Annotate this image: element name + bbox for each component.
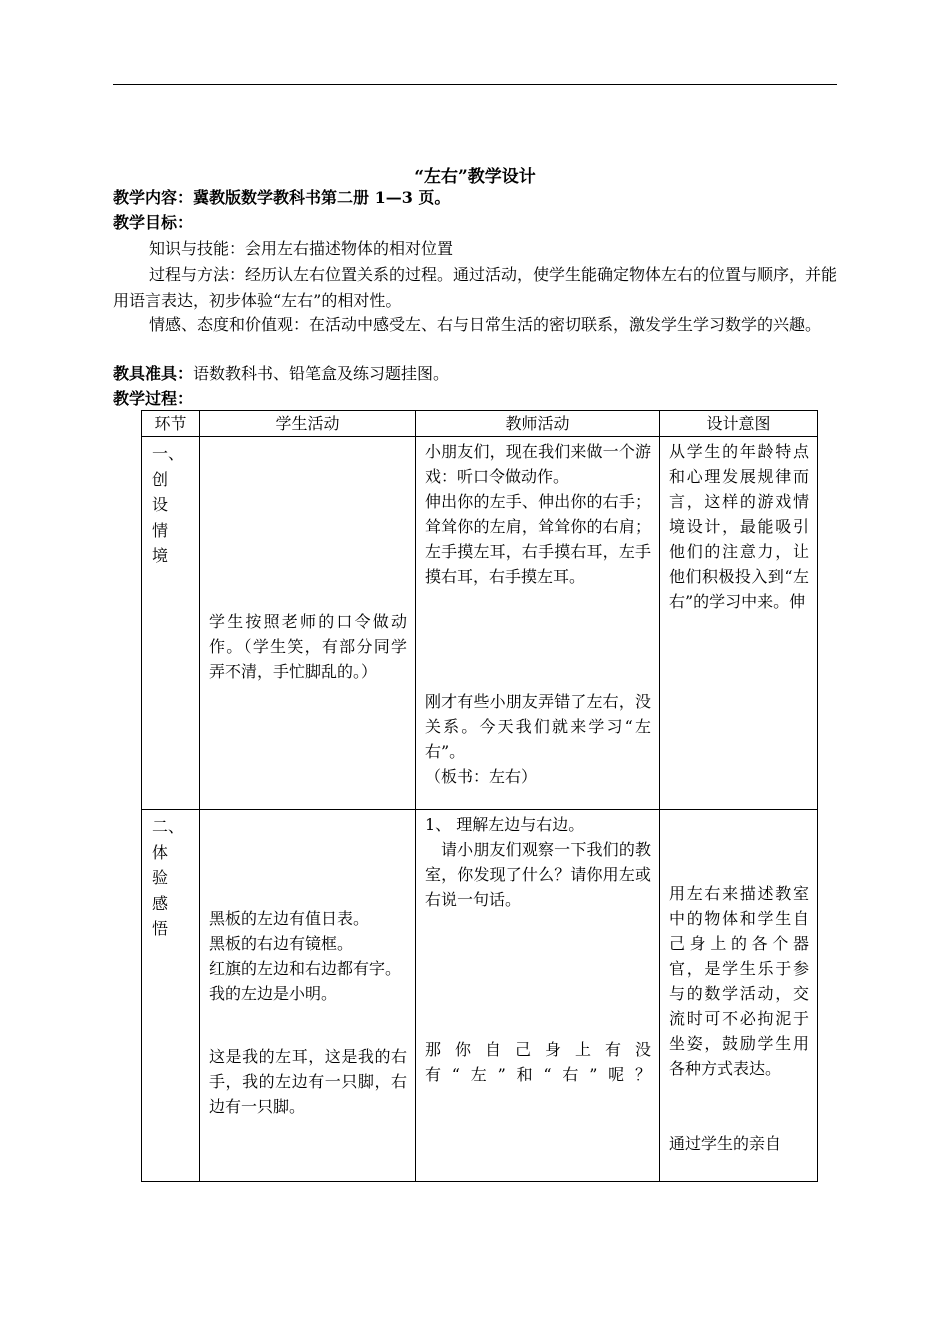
teacher-cell: [416, 810, 660, 1182]
teacher-activity: 那你自己身上有没有“左”和“右”呢？: [425, 1040, 651, 1084]
table-row: [142, 437, 818, 810]
student-activity: 我的左边是小明。: [209, 984, 338, 1003]
stage-char: 情: [152, 520, 169, 540]
goals-label: 教学目标：: [113, 213, 194, 232]
content-line: [113, 186, 837, 210]
stage-number: 二、: [152, 817, 185, 836]
goal-process: 过程与方法：经历认左右位置关系的过程。通过活动，使学生能确定物体左右的位置与顺序，并能用语言表达，初步体验“左右”的相对性。: [113, 265, 838, 310]
stage-cell: [142, 437, 200, 810]
stage-char: 验: [152, 868, 169, 887]
stage-char: 创: [152, 469, 169, 489]
student-activity: 红旗的左边和右边都有字。: [209, 959, 402, 978]
stage-char: 悟: [152, 919, 169, 938]
student-activity: 学生按照老师的口令做动作。（学生笑，有部分同学弄不清，手忙脚乱的。）: [209, 612, 407, 681]
student-cell: [200, 437, 416, 810]
document-title: “左右”教学设计: [414, 167, 536, 187]
design-intent: 通过学生的亲自: [669, 1134, 782, 1153]
teacher-activity: 请小朋友们观察一下我们的教室，你发现了什么？请你用左或右说一句话。: [425, 840, 651, 909]
student-activity: 黑板的左边有值日表。: [209, 909, 370, 928]
header-student: 学生活动: [200, 411, 416, 437]
goal-knowledge: 知识与技能：会用左右描述物体的相对位置: [149, 239, 454, 258]
header-intent: 设计意图: [660, 411, 818, 437]
header-rule: [113, 84, 837, 85]
stage-char: 境: [152, 546, 169, 565]
content-text: 冀教版数学教科书第二册 1—3 页。: [193, 188, 451, 207]
tools-line: [113, 362, 837, 386]
teacher-activity: 刚才有些小朋友弄错了左右，没关系。今天我们就来学习“左右”。: [425, 692, 651, 761]
teacher-activity: 小朋友们，现在我们来做一个游戏：听口令做动作。: [425, 442, 651, 486]
tools-text: 语数教科书、铅笔盒及练习题挂图。: [193, 364, 450, 383]
student-cell: [200, 810, 416, 1182]
intent-cell: [660, 437, 818, 810]
table-header-row: [142, 411, 818, 437]
stage-number: 一、: [152, 444, 185, 463]
header-stage: 环节: [142, 411, 200, 437]
design-intent: 用左右来描述教室中的物体和学生自己身上的各个器官，是学生乐于参与的数学活动，交流时可不必拘泥于坐姿，鼓励学生用各种方式表达。: [669, 884, 809, 1078]
stage-cell: [142, 810, 200, 1182]
student-activity: 这是我的左耳，这是我的右手，我的左边有一只脚，右边有一只脚。: [209, 1047, 407, 1116]
teacher-cell: [416, 437, 660, 810]
teacher-activity: 1、 理解左边与右边。: [425, 815, 585, 834]
goal-emotion: 情感、态度和价值观：在活动中感受左、右与日常生活的密切联系，激发学生学习数学的兴趣。: [149, 315, 822, 334]
teacher-activity: （板书：左右）: [425, 767, 538, 786]
process-label: 教学过程：: [113, 389, 194, 408]
table-row: [142, 810, 818, 1182]
lesson-table: [141, 410, 818, 1182]
header-teacher: 教师活动: [416, 411, 660, 437]
intent-cell: [660, 810, 818, 1182]
stage-char: 感: [152, 893, 169, 913]
tools-label: 教具准具：: [113, 364, 194, 383]
design-intent: 从学生的年龄特点和心理发展规律而言，这样的游戏情境设计，最能吸引他们的注意力，让他们积极投入到“左右”的学习中来。伸: [669, 442, 809, 611]
stage-char: 设: [152, 495, 169, 514]
teacher-activity: 伸出你的左手、伸出你的右手；耸耸你的左肩，耸耸你的右肩；左手摸左耳，右手摸右耳，左手摸右耳，右手摸左耳。: [425, 492, 651, 586]
stage-char: 体: [152, 842, 169, 862]
student-activity: 黑板的右边有镜框。: [209, 934, 354, 953]
content-label: 教学内容：: [113, 188, 194, 207]
